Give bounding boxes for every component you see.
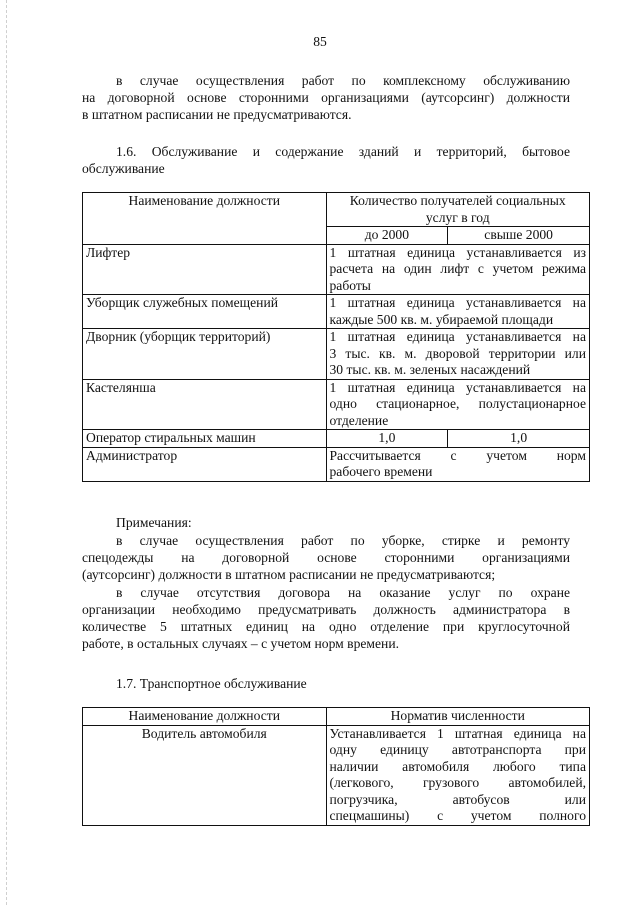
norm-line: рабочего времени <box>329 464 433 479</box>
staffing-table-16 <box>82 192 590 482</box>
table-row <box>83 725 590 825</box>
table-row <box>83 244 590 295</box>
position-cell: Администратор <box>83 447 327 481</box>
norm-line: одну единицу автотранспорта при <box>329 742 586 757</box>
note-2-line-3: количестве 5 штатных единиц на одно отделение при круглосуточной <box>82 619 570 634</box>
col-recipients-header-line-2: услуг в год <box>425 209 490 225</box>
position-cell: Оператор стиральных машин <box>83 430 327 448</box>
norm-line: 1 штатная единица устанавливается из <box>329 244 586 260</box>
staffing-table-17 <box>82 707 590 826</box>
position-cell: Лифтер <box>83 244 327 295</box>
norm-line: 1 штатная единица устанавливается на <box>329 379 586 395</box>
col-recipients-header-line-1: Количество получателей социальных <box>349 193 566 208</box>
norm-line: Устанавливается 1 штатная единица на <box>329 725 586 741</box>
table-row <box>83 329 590 380</box>
norm-cell <box>326 244 590 295</box>
position-cell: Уборщик служебных помещений <box>83 295 327 329</box>
section-16-heading: 1.6. Обслуживание и содержание зданий и территорий, бытовое <box>116 144 570 159</box>
norm-line: отделение <box>329 412 389 428</box>
value-over-2000: 1,0 <box>448 430 590 448</box>
table-header-row <box>83 708 590 726</box>
intro-line-3: в штатном расписании не предусматриваются. <box>82 107 352 122</box>
note-2-line-4: работе, в остальных случаях – с учетом норм времени. <box>82 636 399 651</box>
col-position-header: Наименование должности <box>83 193 327 245</box>
norm-line: наличии автомобиля любого типа <box>329 758 586 774</box>
norm-cell <box>326 447 590 481</box>
position-cell: Водитель автомобиля <box>83 725 327 825</box>
table-row <box>83 430 590 448</box>
note-1-line-1: в случае осуществления работ по уборке, стирке и ремонту <box>116 533 570 548</box>
note-1-line-2: спецодежды на договорной основе сторонними организациями <box>82 550 570 565</box>
value-under-2000: 1,0 <box>326 430 448 448</box>
norm-line: 3 тыс. кв. м. дворовой территории или <box>329 345 586 361</box>
notes-title: Примечания: <box>116 515 192 530</box>
section-16-heading-cont: обслуживание <box>82 161 165 176</box>
norm-line: каждые 500 кв. м. убираемой площади <box>329 311 554 327</box>
note-2-line-1: в случае отсутствия договора на оказание услуг по охране <box>116 585 570 600</box>
norm-line: расчета на один лифт с учетом режима <box>329 261 586 276</box>
norm-line: 30 тыс. кв. м. зеленых насаждений <box>329 362 531 377</box>
norm-line: спецмашины) с учетом полного <box>329 808 586 823</box>
norm-line: 1 штатная единица устанавливается на <box>329 295 586 310</box>
col-recipients-header <box>326 193 590 227</box>
norm-cell <box>326 329 590 380</box>
col-norm-header: Норматив численности <box>326 708 590 726</box>
norm-line: одно стационарное, полустационарное <box>329 396 586 411</box>
note-2-line-2: организации необходимо предусматривать должность администратора в <box>82 602 570 617</box>
intro-line-1: в случае осуществления работ по комплексному обслуживанию <box>116 73 570 88</box>
section-17-heading: 1.7. Транспортное обслуживание <box>116 676 307 691</box>
col-position-header: Наименование должности <box>83 708 327 726</box>
position-cell: Дворник (уборщик территорий) <box>83 329 327 380</box>
norm-line: погрузчика, автобусов или <box>329 791 586 807</box>
page-number: 85 <box>313 34 327 49</box>
subheader-over-2000: свыше 2000 <box>448 227 590 245</box>
table-header-row <box>83 193 590 227</box>
table-row <box>83 447 590 481</box>
norm-line: 1 штатная единица устанавливается на <box>329 329 586 344</box>
norm-cell <box>326 295 590 329</box>
norm-line: (легкового, грузового автомобилей, <box>329 775 586 790</box>
intro-line-2: на договорной основе сторонними организациями (аутсорсинг) должности <box>82 90 570 105</box>
norm-cell <box>326 725 590 825</box>
subheader-under-2000: до 2000 <box>326 227 448 245</box>
norm-cell <box>326 379 590 430</box>
table-row <box>83 295 590 329</box>
norm-line: работы <box>329 277 371 293</box>
table-row <box>83 379 590 430</box>
norm-line: Рассчитывается с учетом норм <box>329 447 586 463</box>
scan-margin-line <box>6 0 7 905</box>
position-cell: Кастелянша <box>83 379 327 430</box>
note-1-line-3: (аутсорсинг) должности в штатном расписании не предусматриваются; <box>82 567 496 582</box>
